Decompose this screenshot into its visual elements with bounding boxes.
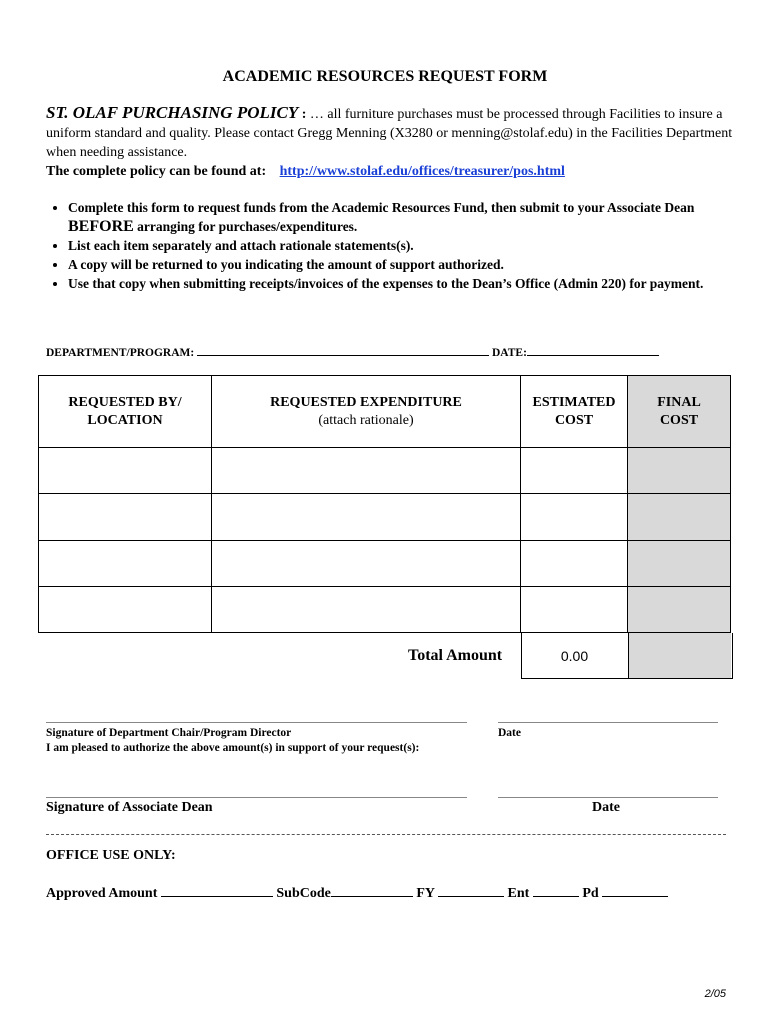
approved-amount-label: Approved Amount — [46, 886, 158, 901]
policy-lead: ST. OLAF PURCHASING POLICY — [46, 103, 299, 122]
header-estimated-cost: ESTIMATED COST — [521, 376, 628, 448]
date-field[interactable] — [527, 345, 659, 356]
total-amount-label: Total Amount — [408, 647, 503, 664]
subcode-label: SubCode — [276, 886, 331, 901]
final-cost-cell — [628, 587, 731, 633]
ent-label: Ent — [507, 886, 530, 901]
instruction-item: • Use that copy when submitting receipts/invoices of the expenses to the Dean’s Office (Admin 220) for payment. — [68, 274, 748, 293]
office-use-fields — [46, 884, 668, 902]
header-requested-by: REQUESTED BY/ LOCATION — [39, 376, 212, 448]
instruction-item — [68, 198, 748, 236]
requested-by-cell[interactable] — [39, 448, 212, 494]
estimated-cost-cell[interactable] — [521, 494, 628, 541]
dean-signature-line[interactable] — [46, 797, 467, 798]
table-row — [39, 541, 731, 587]
subcode-field[interactable] — [331, 884, 413, 897]
instruction-emphasis: BEFORE — [68, 218, 134, 235]
table-header-row — [39, 376, 731, 448]
requested-by-cell[interactable] — [39, 541, 212, 587]
header-requested-expenditure: REQUESTED EXPENDITURE (attach rationale) — [212, 376, 521, 448]
pd-field[interactable] — [602, 884, 668, 897]
chair-signature-line[interactable] — [46, 722, 467, 723]
table-row — [39, 494, 731, 541]
expenditure-cell[interactable] — [212, 448, 521, 494]
approved-amount-field[interactable] — [161, 884, 273, 897]
chair-date-label: Date — [498, 727, 521, 739]
total-final-cell — [629, 633, 731, 678]
form-version-code: 2/05 — [704, 988, 726, 1000]
expenditure-cell[interactable] — [212, 587, 521, 633]
form-title: ACADEMIC RESOURCES REQUEST FORM — [222, 68, 548, 85]
policy-found-label: The complete policy can be found at: — [46, 164, 267, 179]
instruction-text: Complete this form to request funds from the Academic Resources Fund, then submit to your Associate Dean — [68, 200, 695, 215]
divider-dashed — [46, 834, 726, 835]
estimated-cost-cell[interactable] — [521, 587, 628, 633]
final-cost-cell — [628, 494, 731, 541]
final-cost-cell — [628, 541, 731, 587]
requested-by-cell[interactable] — [39, 587, 212, 633]
policy-colon: : — [301, 107, 307, 122]
dean-date-line[interactable] — [498, 797, 718, 798]
date-label: DATE: — [491, 347, 527, 359]
instruction-item: • A copy will be returned to you indicating the amount of support authorized. — [68, 255, 748, 274]
chair-signature-label: Signature of Department Chair/Program Director — [46, 727, 292, 739]
request-table — [38, 375, 731, 633]
ent-field[interactable] — [533, 884, 579, 897]
policy-paragraph — [46, 103, 736, 181]
fy-field[interactable] — [438, 884, 504, 897]
header-final-cost: FINAL COST — [628, 376, 731, 448]
dean-signature-label: Signature of Associate Dean — [46, 800, 213, 815]
instructions-list — [46, 198, 748, 293]
dean-date-label: Date — [592, 800, 620, 815]
total-amount-value[interactable]: 0.00 — [521, 633, 629, 678]
expenditure-cell[interactable] — [212, 494, 521, 541]
department-label: DEPARTMENT/PROGRAM: — [46, 347, 195, 359]
final-cost-cell — [628, 448, 731, 494]
department-date-line — [46, 345, 659, 359]
table-row — [39, 448, 731, 494]
estimated-cost-cell[interactable] — [521, 448, 628, 494]
table-row — [39, 587, 731, 633]
authorize-text: I am pleased to authorize the above amount(s) in support of your request(s): — [46, 742, 420, 754]
expenditure-cell[interactable] — [212, 541, 521, 587]
fy-label: FY — [416, 886, 435, 901]
estimated-cost-cell[interactable] — [521, 541, 628, 587]
department-field[interactable] — [197, 345, 489, 356]
chair-date-line[interactable] — [498, 722, 718, 723]
instruction-item: • List each item separately and attach rationale statements(s). — [68, 236, 748, 255]
instruction-text: arranging for purchases/expenditures. — [137, 219, 358, 234]
policy-link[interactable]: http://www.stolaf.edu/offices/treasurer/pos.html — [279, 164, 565, 179]
pd-label: Pd — [582, 886, 599, 901]
requested-by-cell[interactable] — [39, 494, 212, 541]
policy-text: … all furniture purchases must be processed through Facilities to insure a uniform standard and quality. Please contact Gregg Menning (X3280 or menning@stolaf.edu) in the Facilities Department when needing assistance. — [46, 107, 733, 160]
office-use-heading: OFFICE USE ONLY: — [46, 848, 176, 863]
